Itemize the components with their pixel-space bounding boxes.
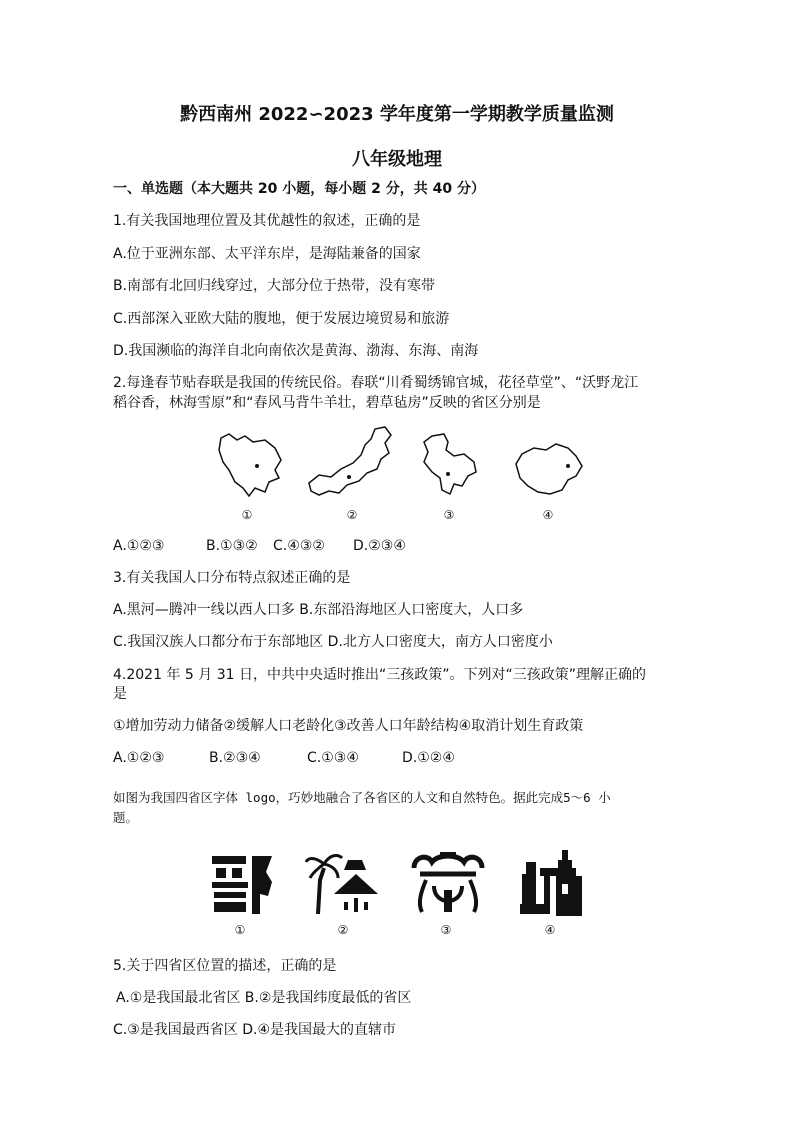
map-label-1: ① [241, 508, 253, 522]
logo-label-4: ④ [544, 923, 556, 937]
q1-stem: 1.有关我国地理位置及其优越性的叙述，正确的是 [113, 213, 421, 229]
q1-option-b: B.南部有北回归线穿过，大部分位于热带，没有寒带 [113, 278, 436, 294]
province-logo-4 [518, 842, 588, 920]
q5-stem: 5.关于四省区位置的描述，正确的是 [113, 958, 337, 974]
map-label-2: ② [346, 508, 358, 522]
q4-option-c: C.①③④ [307, 750, 359, 766]
q2-option-c: C.④③② [273, 538, 325, 554]
q1-option-d: D.我国濒临的海洋自北向南依次是黄海、渤海、东海、南海 [113, 343, 479, 359]
map-label-4: ④ [542, 508, 554, 522]
page-subtitle: 八年级地理 [352, 149, 442, 170]
q5-options-ab: A.①是我国最北省区 B.②是我国纬度最低的省区 [116, 990, 412, 1006]
q1-option-c: C.西部深入亚欧大陆的腹地，便于发展边境贸易和旅游 [113, 311, 450, 327]
intro-56-line2: 题。 [113, 810, 139, 825]
province-logo-4-art [518, 842, 588, 920]
q5-options-cd: C.③是我国最西省区 D.④是我国最大的直辖市 [113, 1022, 397, 1038]
map-label-3: ③ [443, 508, 455, 522]
province-map-sichuan [215, 430, 287, 500]
q3-options-ab: A.黑河—腾冲一线以西人口多 B.东部沿海地区人口密度大，人口多 [113, 602, 524, 618]
logo-label-1: ① [234, 923, 246, 937]
q2-options [113, 537, 406, 555]
q4-option-b: B.②③④ [209, 750, 261, 766]
logo-label-3: ③ [440, 923, 452, 937]
q4-option-d: D.①②④ [402, 750, 455, 766]
province-logo-3 [410, 850, 486, 916]
province-logo-2-art [304, 850, 380, 918]
province-map-inner-mongolia [305, 425, 395, 500]
logo-label-2: ② [337, 923, 349, 937]
intro-56-line1: 如图为我国四省区字体 logo，巧妙地融合了各省区的人文和自然特色。据此完成5～6 小 [113, 790, 611, 805]
q4-stem-line1: 4.2021 年 5 月 31 日，中共中央适时推出“三孩政策”。下列对“三孩政策”理解正确的 [113, 667, 646, 683]
q2-option-d: D.②③④ [353, 538, 406, 554]
q2-stem-line1: 2.每逢春节贴春联是我国的传统民俗。春联“川肴蜀绣锦官城，花径草堂”、“沃野龙江 [113, 375, 639, 391]
q4-option-a: A.①②③ [113, 750, 165, 766]
q2-stem-line2: 稻谷香，林海雪原”和“春风马背牛羊壮，碧草毡房”反映的省区分别是 [113, 395, 541, 411]
province-logo-2 [304, 850, 380, 918]
q3-stem: 3.有关我国人口分布特点叙述正确的是 [113, 570, 351, 586]
province-map-qinghai [510, 440, 586, 500]
province-logo-1-art [210, 852, 274, 918]
q3-options-cd: C.我国汉族人口都分布于东部地区 D.北方人口密度大，南方人口密度小 [113, 634, 553, 650]
q4-items: ①增加劳动力储备②缓解人口老龄化③改善人口年龄结构④取消计划生育政策 [113, 718, 584, 734]
q2-option-b: B.①③② [206, 538, 258, 554]
page-title: 黔西南州 2022∽2023 学年度第一学期教学质量监测 [180, 104, 614, 125]
province-logo-1 [210, 852, 274, 918]
q2-option-a: A.①②③ [113, 538, 165, 554]
q4-options [113, 749, 455, 767]
q4-stem-line2: 是 [113, 686, 127, 702]
province-logo-3-art [410, 850, 486, 916]
section-heading: 一、单选题（本大题共 20 小题，每小题 2 分，共 40 分） [113, 181, 485, 197]
province-map-heilongjiang [418, 432, 480, 500]
q1-option-a: A.位于亚洲东部、太平洋东岸，是海陆兼备的国家 [113, 246, 421, 262]
